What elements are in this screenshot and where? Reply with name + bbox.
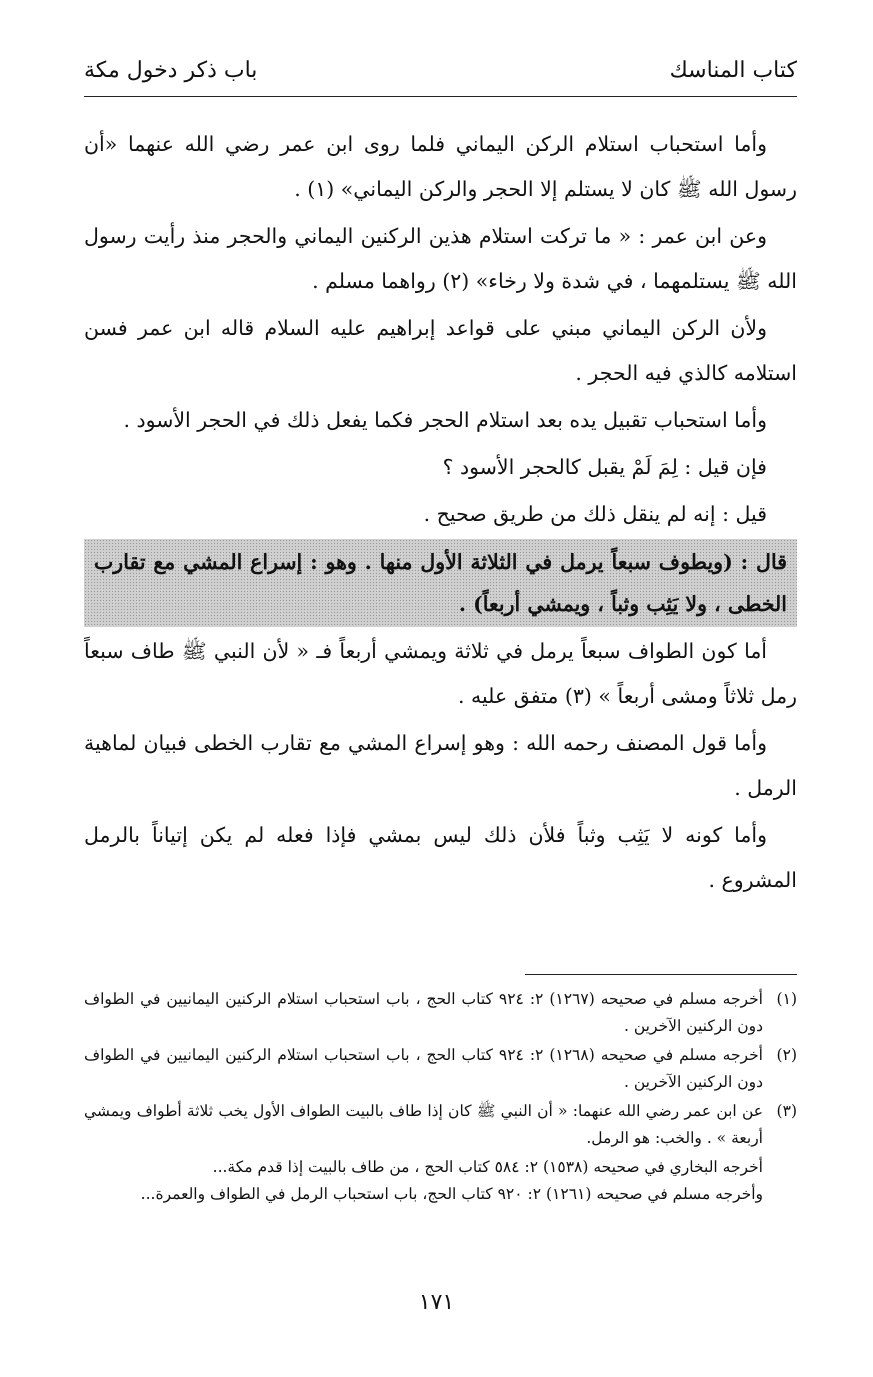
footnote-3-source-muslim: وأخرجه مسلم في صحيحه (١٢٦١) ٢: ٩٢٠ كتاب الحج، باب استحباب الرمل في الطواف والعمرة...: [140, 1185, 763, 1203]
running-header: [84, 52, 797, 97]
paragraph-6: قيل : إنه لم ينقل ذلك من طريق صحيح .: [423, 502, 767, 526]
paragraph-5: فإن قيل : لِمَ لَمْ يقبل كالحجر الأسود ؟: [442, 455, 767, 479]
footnote-number: (٢): [776, 1046, 797, 1064]
header-chapter-title: باب ذكر دخول مكة: [84, 58, 258, 83]
footnote-3-source-bukhari: أخرجه البخاري في صحيحه (١٥٣٨) ٢: ٥٨٤ كتاب الحج ، من طاف بالبيت إذا قدم مكة...: [212, 1158, 763, 1176]
footnote-2: [84, 1042, 797, 1096]
footnote-text: عن ابن عمر رضي الله عنهما: « أن النبي ﷺ كان إذا طاف بالبيت الطواف الأول يخب ثلاثة أطواف ويمشي أربعة » . والخب: هو الرمل.: [84, 1102, 763, 1147]
paragraph-3: ولأن الركن اليماني مبني على قواعد إبراهيم عليه السلام قاله ابن عمر فسن استلامه كالذي فيه الحجر .: [84, 316, 797, 385]
footnotes: [84, 986, 797, 1208]
footnote-1: [84, 986, 797, 1040]
paragraph-1: وأما استحباب استلام الركن اليماني فلما روى ابن عمر رضي الله عنهما «أن رسول الله ﷺ كان لا يستلم إلا الحجر والركن اليماني» (١) .: [84, 132, 797, 201]
paragraph-2: وعن ابن عمر : « ما تركت استلام هذين الركنين اليماني والحجر منذ رأيت رسول الله ﷺ يستلمهما ، في شدة ولا رخاء» (٢) رواهما مسلم .: [84, 224, 797, 293]
main-text: [84, 122, 797, 905]
highlighted-quote: قال : (ويطوف سبعاً يرمل في الثلاثة الأول منها . وهو : إسراع المشي مع تقارب الخطى ، ولا يَثِب وثباً ، ويمشي أربعاً) .: [84, 539, 797, 627]
paragraph-9: وأما كونه لا يَثِب وثباً فلأن ذلك ليس بمشي فإذا فعله لم يكن إتياناً بالرمل المشروع .: [84, 823, 797, 892]
paragraph-4: وأما استحباب تقبيل يده بعد استلام الحجر فكما يفعل ذلك في الحجر الأسود .: [123, 408, 767, 432]
footnote-divider: [525, 974, 797, 975]
footnote-text: أخرجه مسلم في صحيحه (١٢٦٨) ٢: ٩٢٤ كتاب الحج ، باب استحباب استلام الركنين اليمانيين في الطواف دون الركنين الآخرين .: [84, 1046, 763, 1091]
footnote-number: (١): [776, 990, 797, 1008]
footnote-text: أخرجه مسلم في صحيحه (١٢٦٧) ٢: ٩٢٤ كتاب الحج ، باب استحباب استلام الركنين اليمانيين في الطواف دون الركنين الآخرين .: [84, 990, 763, 1035]
header-book-title: كتاب المناسك: [669, 58, 797, 83]
paragraph-7: أما كون الطواف سبعاً يرمل في ثلاثة ويمشي أربعاً فـ « لأن النبي ﷺ طاف سبعاً رمل ثلاثاً ومشى أربعاً » (٣) متفق عليه .: [84, 639, 797, 708]
page-number: ١٧١: [418, 1290, 455, 1315]
footnote-number: (٣): [776, 1102, 797, 1120]
paragraph-8: وأما قول المصنف رحمه الله : وهو إسراع المشي مع تقارب الخطى فبيان لماهية الرمل .: [84, 731, 797, 800]
footnote-3: [84, 1098, 797, 1152]
